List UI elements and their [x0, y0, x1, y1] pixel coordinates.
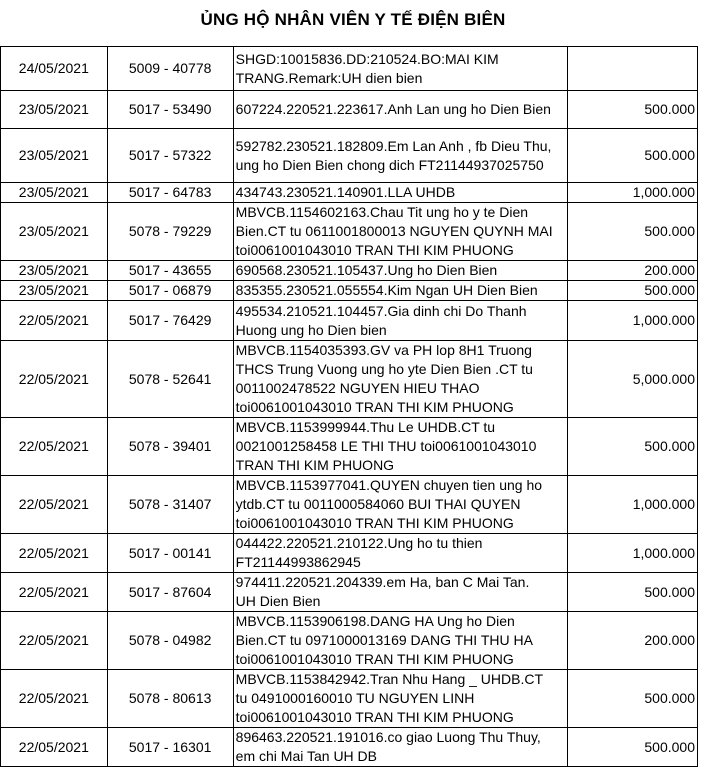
transaction-date: 22/05/2021	[1, 573, 108, 612]
transaction-description: MBVCB.1153977041.QUYEN chuyen tien ung ho ytdb.CT tu 0011000584060 BUI THAI QUYEN toi0061001043010 TRAN THI KIM PHUONG	[233, 476, 567, 534]
table-row	[1, 183, 698, 203]
table-row	[1, 47, 698, 91]
transaction-amount: 1,000.000	[567, 476, 697, 534]
transaction-ref: 5078 - 79229	[107, 203, 233, 261]
table-row	[1, 129, 698, 183]
transaction-amount: 1,000.000	[567, 301, 697, 341]
table-row	[1, 612, 698, 670]
transaction-date: 23/05/2021	[1, 203, 108, 261]
table-row	[1, 261, 698, 281]
transaction-amount: 500.000	[567, 418, 697, 476]
transaction-description: MBVCB.1153842942.Tran Nhu Hang _ UHDB.CT tu 0491000160010 TU NGUYEN LINH toi0061001043010 TRAN THI KIM PHUONG	[233, 670, 567, 728]
transaction-date: 23/05/2021	[1, 91, 108, 129]
transaction-description: SHGD:10015836.DD:210524.BO:MAI KIM TRANG.Remark:UH dien bien	[233, 47, 567, 91]
transaction-ref: 5009 - 40778	[107, 47, 233, 91]
transaction-description: MBVCB.1153906198.DANG HA Ung ho Dien Bien.CT tu 0971000013169 DANG THI THU HA toi0061001043010 TRAN THI KIM PHUONG	[233, 612, 567, 670]
transaction-ref: 5078 - 39401	[107, 418, 233, 476]
transaction-ref: 5017 - 57322	[107, 129, 233, 183]
table-row	[1, 341, 698, 418]
transaction-amount: 500.000	[567, 670, 697, 728]
transaction-date: 22/05/2021	[1, 534, 108, 573]
transaction-date: 22/05/2021	[1, 670, 108, 728]
transaction-ref: 5017 - 64783	[107, 183, 233, 203]
transaction-amount: 5,000.000	[567, 341, 697, 418]
transaction-ref: 5078 - 52641	[107, 341, 233, 418]
transaction-ref: 5017 - 76429	[107, 301, 233, 341]
transaction-amount: 500.000	[567, 573, 697, 612]
transaction-amount: 500.000	[567, 91, 697, 129]
transaction-amount: 500.000	[567, 129, 697, 183]
transaction-date: 22/05/2021	[1, 476, 108, 534]
transaction-ref: 5078 - 04982	[107, 612, 233, 670]
transaction-amount: 500.000	[567, 728, 697, 767]
table-row	[1, 670, 698, 728]
transaction-date: 22/05/2021	[1, 612, 108, 670]
transaction-date: 23/05/2021	[1, 261, 108, 281]
transaction-description: MBVCB.1153999944.Thu Le UHDB.CT tu 0021001258458 LE THI THU toi0061001043010 TRAN THI KIM PHUONG	[233, 418, 567, 476]
table-row	[1, 534, 698, 573]
transaction-description: 607224.220521.223617.Anh Lan ung ho Dien Bien	[233, 91, 567, 129]
table-row	[1, 728, 698, 767]
transaction-date: 22/05/2021	[1, 728, 108, 767]
transaction-description: 896463.220521.191016.co giao Luong Thu Thuy, em chi Mai Tan UH DB	[233, 728, 567, 767]
transaction-ref: 5017 - 53490	[107, 91, 233, 129]
transaction-date: 22/05/2021	[1, 341, 108, 418]
transaction-date: 23/05/2021	[1, 281, 108, 301]
transaction-description: 592782.230521.182809.Em Lan Anh , fb Dieu Thu, ung ho Dien Bien chong dich FT21144937025750	[233, 129, 567, 183]
table-row	[1, 573, 698, 612]
transaction-date: 22/05/2021	[1, 301, 108, 341]
transaction-description: 835355.230521.055554.Kim Ngan UH Dien Bien	[233, 281, 567, 301]
donation-table-body	[1, 47, 698, 767]
transaction-amount	[567, 47, 697, 91]
transaction-amount: 1,000.000	[567, 183, 697, 203]
transaction-description: 690568.230521.105437.Ung ho Dien Bien	[233, 261, 567, 281]
table-row	[1, 203, 698, 261]
donation-table	[0, 46, 698, 767]
transaction-ref: 5078 - 80613	[107, 670, 233, 728]
page-title: ỦNG HỘ NHÂN VIÊN Y TẾ ĐIỆN BIÊN	[200, 10, 506, 29]
transaction-ref: 5017 - 06879	[107, 281, 233, 301]
transaction-amount: 500.000	[567, 203, 697, 261]
transaction-date: 22/05/2021	[1, 418, 108, 476]
transaction-date: 23/05/2021	[1, 129, 108, 183]
transaction-amount: 200.000	[567, 612, 697, 670]
table-row	[1, 301, 698, 341]
transaction-ref: 5017 - 43655	[107, 261, 233, 281]
transaction-amount: 500.000	[567, 281, 697, 301]
transaction-description: 495534.210521.104457.Gia dinh chi Do Thanh Huong ung ho Dien bien	[233, 301, 567, 341]
transaction-date: 24/05/2021	[1, 47, 108, 91]
transaction-description: MBVCB.1154602163.Chau Tit ung ho y te Dien Bien.CT tu 0611001800013 NGUYEN QUYNH MAI toi0061001043010 TRAN THI KIM PHUONG	[233, 203, 567, 261]
table-row	[1, 476, 698, 534]
transaction-description: 044422.220521.210122.Ung ho tu thien FT21144993862945	[233, 534, 567, 573]
transaction-amount: 1,000.000	[567, 534, 697, 573]
table-row	[1, 281, 698, 301]
transaction-description: 974411.220521.204339.em Ha, ban C Mai Tan. UH Dien Bien	[233, 573, 567, 612]
transaction-ref: 5078 - 31407	[107, 476, 233, 534]
table-row	[1, 418, 698, 476]
transaction-amount: 200.000	[567, 261, 697, 281]
transaction-description: 434743.230521.140901.LLA UHDB	[233, 183, 567, 203]
transaction-ref: 5017 - 16301	[107, 728, 233, 767]
transaction-description: MBVCB.1154035393.GV va PH lop 8H1 Truong THCS Trung Vuong ung ho yte Dien Bien .CT tu 0011002478522 NGUYEN HIEU THAO toi0061001043010 TRAN THI KIM PHUONG	[233, 341, 567, 418]
transaction-date: 23/05/2021	[1, 183, 108, 203]
transaction-ref: 5017 - 87604	[107, 573, 233, 612]
transaction-ref: 5017 - 00141	[107, 534, 233, 573]
table-row	[1, 91, 698, 129]
